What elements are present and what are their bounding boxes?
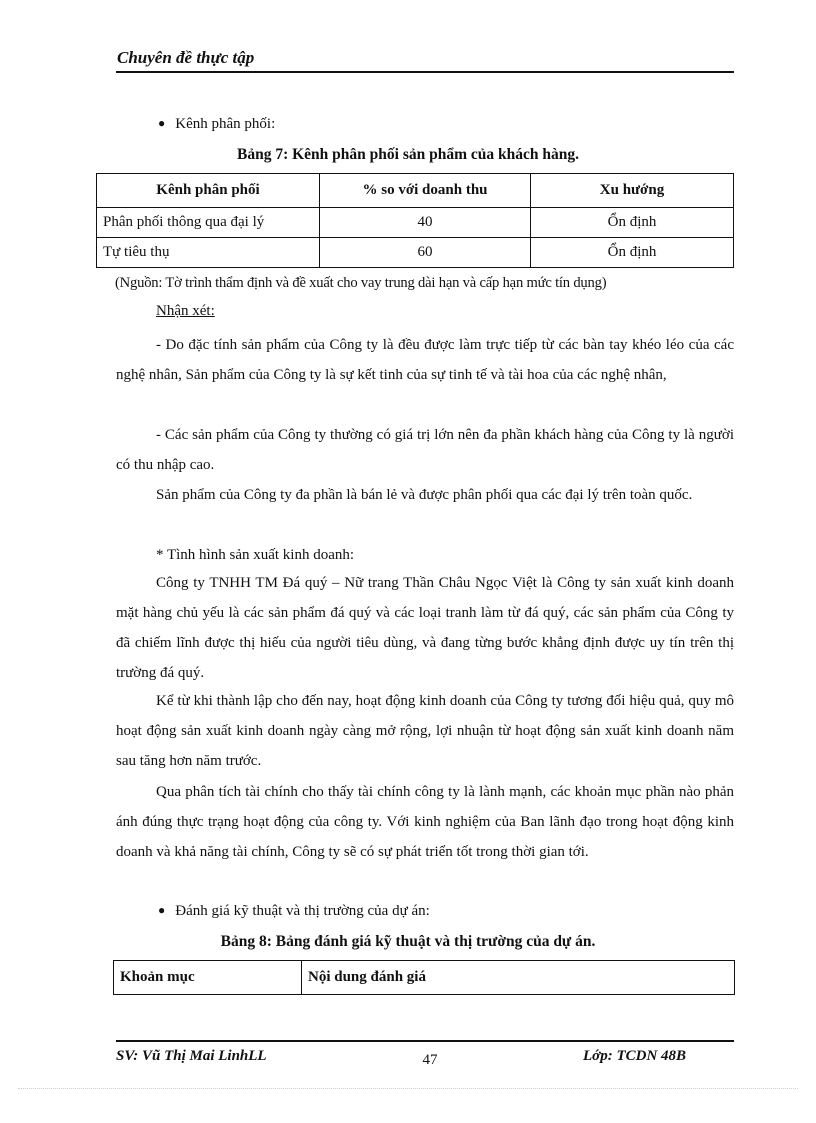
footer-rule bbox=[116, 1040, 734, 1042]
table7 bbox=[96, 173, 734, 268]
paragraph: - Do đặc tính sản phẩm của Công ty là đều được làm trực tiếp từ các bàn tay khéo léo của các nghệ nhân, Sản phẩm của Công ty là sự kết tinh của sự tinh tế và tài hoa của các nghệ nhân, bbox=[116, 337, 734, 383]
table8 bbox=[113, 960, 735, 995]
paragraph: Kể từ khi thành lập cho đến nay, hoạt động kinh doanh của Công ty tương đối hiệu quả, quy mô hoạt động sản xuất kinh doanh ngày càng mở rộng, lợi nhuận từ hoạt động sản xuất kinh doanh năm sau tăng hơn năm trước. bbox=[116, 693, 734, 769]
bullet-item-assessment bbox=[158, 903, 430, 920]
table-cell: Tự tiêu thụ bbox=[97, 238, 320, 268]
paragraph: Công ty TNHH TM Đá quý – Nữ trang Thần Châu Ngọc Việt là Công ty sản xuất kinh doanh mặt hàng chủ yếu là các sản phẩm đá quý và các loại tranh làm từ đá quý, các sản phẩm của Công ty đã chiếm lĩnh được thị hiếu của người tiêu dùng, và đang từng bước khẳng định được uy tín trên thị trường đá quý. bbox=[116, 575, 734, 681]
paragraph: Sản phẩm của Công ty đa phần là bán lẻ và được phân phối qua các đại lý trên toàn quốc. bbox=[156, 487, 693, 503]
bullet-text: Đánh giá kỹ thuật và thị trường của dự án: bbox=[175, 903, 430, 919]
page-edge-divider bbox=[18, 1088, 798, 1089]
table7-source-note: (Nguồn: Tờ trình thẩm định và đề xuất cho vay trung dài hạn và cấp hạn mức tín dụng) bbox=[115, 275, 607, 291]
table-cell: Phân phối thông qua đại lý bbox=[97, 208, 320, 238]
paragraph: - Các sản phẩm của Công ty thường có giá trị lớn nên đa phần khách hàng của Công ty là người có thu nhập cao. bbox=[116, 427, 734, 473]
table7-header-cell: % so với doanh thu bbox=[320, 174, 531, 208]
remark-label: Nhận xét: bbox=[156, 303, 215, 319]
table-cell: 40 bbox=[320, 208, 531, 238]
table7-caption: Bảng 7: Kênh phân phối sản phẩm của khách hàng. bbox=[237, 146, 579, 163]
table-cell: 60 bbox=[320, 238, 531, 268]
table7-header-row bbox=[97, 174, 734, 208]
section-heading: * Tình hình sản xuất kinh doanh: bbox=[156, 547, 355, 563]
footer-student: SV: Vũ Thị Mai LinhLL bbox=[116, 1048, 267, 1064]
paragraph: Qua phân tích tài chính cho thấy tài chính công ty là lành mạnh, các khoản mục phần nào phản ánh đúng thực trạng hoạt động của công ty. Với kinh nghiệm của Ban lãnh đạo trong hoạt động kinh doanh và khả năng tài chính, Công ty sẽ có sự phát triển tốt trong thời gian tới. bbox=[116, 784, 734, 860]
table7-header-cell: Kênh phân phối bbox=[97, 174, 320, 208]
table8-header-row bbox=[114, 961, 735, 995]
table7-header-cell: Xu hướng bbox=[531, 174, 734, 208]
table8-caption: Bảng 8: Bảng đánh giá kỹ thuật và thị trường của dự án. bbox=[220, 933, 596, 950]
table8-header-cell: Nội dung đánh giá bbox=[302, 961, 735, 995]
page-number: 47 bbox=[422, 1052, 438, 1068]
table8-header-cell: Khoản mục bbox=[114, 961, 302, 995]
table-cell: Ổn định bbox=[531, 238, 734, 268]
bullet-icon: ● bbox=[158, 903, 166, 917]
footer-class: Lớp: TCDN 48B bbox=[583, 1048, 687, 1064]
bullet-text: Kênh phân phối: bbox=[175, 116, 276, 132]
bullet-item-distribution bbox=[158, 116, 275, 133]
table-cell: Ổn định bbox=[531, 208, 734, 238]
table-row bbox=[97, 208, 734, 238]
table-row bbox=[97, 238, 734, 268]
header-rule bbox=[116, 71, 734, 73]
page-header-title: Chuyên đề thực tập bbox=[117, 48, 255, 67]
bullet-icon: ● bbox=[158, 116, 166, 130]
